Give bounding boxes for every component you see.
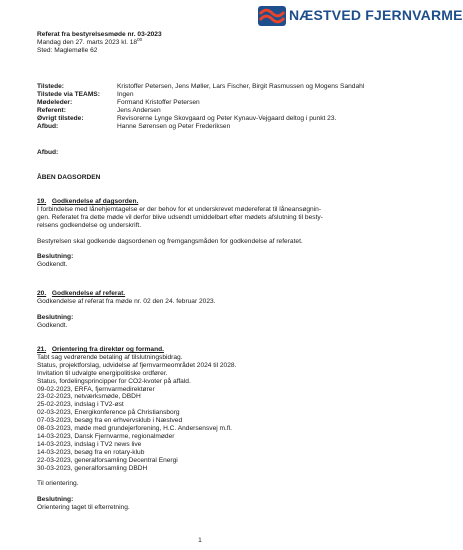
section-paragraph: relsens godkendelse og underskrift. [37, 221, 142, 229]
beslutning-label: Beslutning: [37, 496, 74, 504]
beslutning-label: Beslutning: [37, 253, 74, 261]
modeleder-label: Mødeleder: [37, 98, 73, 106]
section-title: Orientering fra direktør og formand. [51, 346, 164, 353]
afbud-label: Afbud: [37, 122, 59, 130]
teams-value: Ingen [117, 90, 134, 98]
referent-value: Jens Andersen [117, 106, 161, 114]
afbud-value: Hanne Sørensen og Peter Frederiksen [117, 122, 231, 130]
list-item: 09-02-2023, ERFA, fjernvarmedirektører [37, 385, 155, 393]
section-heading [37, 290, 377, 298]
referent-label: Referent: [37, 106, 66, 114]
info-row-ovrigt [37, 115, 377, 123]
info-row-referent [37, 107, 377, 115]
list-item: Status, fordelingsprincipper for CO2-kvoter på affald. [37, 377, 191, 385]
ovrigt-label: Øvrigt tilstede: [37, 114, 84, 122]
company-name: NÆSTVED FJERNVARME [289, 7, 463, 24]
meeting-datetime [37, 36, 377, 47]
section-paragraph: gen. Referatet fra dette møde vil derfor blive udsendt umiddelbart efter mødets afslutning til besty- [37, 213, 323, 221]
afbud-heading: Afbud: [37, 149, 59, 156]
open-agenda-heading: ÅBEN DAGSORDEN [37, 174, 101, 181]
page-number: 1 [198, 537, 202, 544]
list-item: 02-03-2023, Energikonference på Christiansborg [37, 409, 180, 417]
document-header [37, 31, 377, 55]
beslutning-text: Orientering taget til efterretning. [37, 504, 130, 512]
waves-logo-icon [258, 6, 286, 26]
section-number: 19. [37, 198, 47, 205]
orientation-note: Til orientering. [37, 480, 79, 488]
section-number: 20. [37, 290, 47, 297]
company-logo [258, 5, 463, 27]
info-row-afbud [37, 123, 377, 131]
ovrigt-value: Revisorerne Lynge Skovgaard og Peter Kynauv-Vejgaard deltog i punkt 23. [117, 114, 337, 122]
section-heading [37, 198, 377, 206]
list-item: 14-03-2023, besøg fra en rotary-klub [37, 448, 145, 456]
section-title: Godkendelse af referat. [51, 290, 126, 297]
list-item: 14-03-2023, Dansk Fjernvarme, regionalmøder [37, 432, 175, 440]
section-21 [37, 346, 377, 512]
section-number: 21. [37, 346, 47, 353]
section-paragraph: I forbindelse med lånehjemtagelse er der behov for et underskrevet mødereferat til låneansøgnin- [37, 205, 322, 213]
list-item: Tabt sag vedrørende betaling af tilslutningsbidrag. [37, 353, 183, 361]
list-item: Invitation til udvalgte energipolitiske ordfører. [37, 369, 168, 377]
section-paragraph: Godkendelse af referat fra møde nr. 02 den 24. februar 2023. [37, 297, 216, 305]
section-19 [37, 198, 377, 269]
section-20 [37, 290, 377, 330]
meeting-place: Sted: Maglemølle 62 [37, 46, 98, 54]
section-heading [37, 346, 377, 354]
list-item: 30-03-2023, generalforsamling DBDH [37, 464, 148, 472]
section-title: Godkendelse af dagsorden. [51, 198, 139, 205]
list-item: 22-03-2023, generalforsamling Decentral Energi [37, 456, 178, 464]
beslutning-label: Beslutning: [37, 313, 74, 321]
section-paragraph: Bestyrelsen skal godkende dagsordenen og fremgangsmåden for godkendelse af referatet. [37, 237, 303, 245]
orientation-list [37, 354, 377, 473]
beslutning-text: Godkendt. [37, 261, 68, 269]
modeleder-value: Formand Kristoffer Petersen [117, 98, 200, 106]
list-item: 14-03-2023, indslag i TV2 news live [37, 440, 142, 448]
list-item: 23-02-2023, netværksmøde, DBDH [37, 393, 141, 401]
list-item: Status, projektforslag, udvidelse af fjernvarmeområdet 2024 til 2028. [37, 361, 237, 369]
document-title: Referat fra bestyrelsesmøde nr. 03-2023 [37, 31, 162, 38]
beslutning-text: Godkendt. [37, 321, 68, 329]
tilstede-label: Tilstede: [37, 83, 64, 90]
list-item: 07-03-2023, besøg fra en erhvervsklub i Næstved [37, 417, 183, 425]
meeting-time-minutes: 00 [137, 36, 143, 42]
tilstede-value: Kristoffer Petersen, Jens Møller, Lars Fischer, Birgit Rasmussen og Mogens Sandahl [117, 83, 365, 90]
info-row-teams [37, 91, 377, 99]
info-row-modeleder [37, 99, 377, 107]
info-row-tilstede [37, 83, 377, 91]
list-item: 08-03-2023, møde med grundejerforening, H.C. Andersensvej m.fl. [37, 425, 232, 433]
list-item: 25-02-2023, indslag i TV2-øst [37, 401, 124, 409]
teams-label: Tilstede via TEAMS: [37, 90, 100, 98]
meeting-datetime-text: Mandag den 27. marts 2023 kl. 18 [37, 38, 138, 46]
attendance-info [37, 83, 377, 130]
